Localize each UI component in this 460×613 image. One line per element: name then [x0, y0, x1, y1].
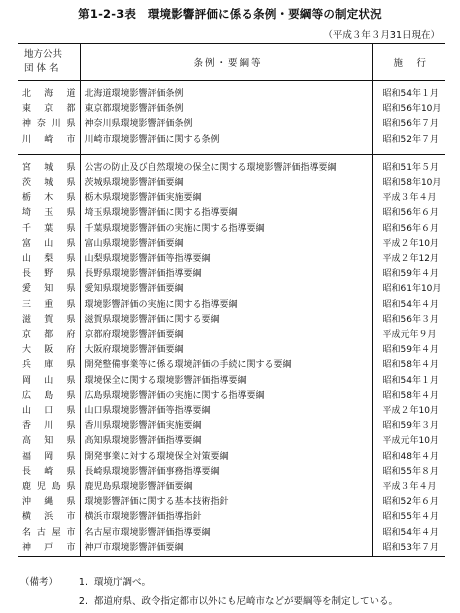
ordinance-cell: 香川県環境影響評価実施要綱 [80, 419, 372, 434]
entity-cell: 千葉県 [22, 223, 76, 234]
ordinance-cell: 愛知県環境影響評価要綱 [80, 282, 372, 297]
entity-cell: 横浜市 [22, 512, 76, 523]
header-entity [18, 44, 80, 81]
ordinance-cell: 環境影響評価の実施に関する指導要綱 [80, 298, 372, 313]
entity-cell: 北海道 [22, 89, 76, 99]
table-row [18, 222, 445, 237]
notes-label: （備考） [20, 577, 59, 588]
entity-cell: 東京都 [22, 104, 76, 115]
table-row [18, 237, 445, 252]
table-row [18, 328, 445, 343]
ordinance-cell: 長野県環境影響評価指導要綱 [80, 267, 372, 282]
ordinance-cell: 長崎県環境影響評価事務指導要綱 [80, 465, 372, 480]
ordinance-cell: 大阪府環境影響評価要綱 [80, 343, 372, 358]
entity-cell: 香川県 [22, 421, 76, 432]
ordinance-cell: 滋賀県環境影響評価に関する要綱 [80, 313, 372, 328]
ordinance-cell: 北海道環境影響評価条例 [80, 87, 372, 102]
ordinance-cell: 神戸市環境影響評価要綱 [80, 541, 372, 557]
entity-cell: 滋賀県 [22, 314, 76, 325]
entity-cell: 長崎県 [22, 466, 76, 477]
table-body [18, 81, 445, 557]
entity-cell: 愛知県 [22, 284, 76, 295]
as-of-date: （平成３年３月31日現在） [323, 30, 440, 41]
entity-cell: 大阪府 [22, 345, 76, 356]
ordinance-cell: 川崎市環境影響評価に関する条例 [80, 133, 372, 148]
enforcement-date-cell: 平成元年９月 [372, 328, 445, 343]
ordinance-cell: 神奈川県環境影響評価条例 [80, 117, 372, 132]
ordinance-cell: 東京都環境影響評価条例 [80, 102, 372, 117]
table-row [18, 206, 445, 221]
enforcement-date-cell: 昭和52年６月 [372, 495, 445, 510]
entity-cell: 山梨県 [22, 254, 76, 265]
table-row [18, 374, 445, 389]
table-row [18, 389, 445, 404]
ordinance-cell: 栃木県環境影響評価実施要綱 [80, 191, 372, 206]
table-row [18, 526, 445, 541]
enforcement-date-cell: 昭和54年１月 [372, 374, 445, 389]
entity-cell: 埼玉県 [22, 208, 76, 219]
table-row [18, 419, 445, 434]
enforcement-date-cell: 平成２年10月 [372, 237, 445, 252]
entity-cell: 宮城県 [22, 162, 76, 173]
table-row [18, 252, 445, 267]
entity-cell: 茨城県 [22, 178, 76, 189]
enforcement-date-cell: 昭和56年７月 [372, 117, 445, 132]
entity-cell: 福岡県 [22, 451, 76, 462]
ordinance-cell: 名古屋市環境影響評価指導要綱 [80, 526, 372, 541]
table-row [18, 480, 445, 495]
enforcement-date-cell: 平成２年12月 [372, 252, 445, 267]
entity-cell: 神奈川県 [22, 119, 76, 130]
enforcement-date-cell: 昭和48年４月 [372, 450, 445, 465]
ordinance-cell: 茨城県環境影響評価要綱 [80, 176, 372, 191]
note-1 [20, 573, 398, 592]
header-enforcement: 施 行 [372, 44, 445, 81]
header-ordinance: 条例・要綱等 [80, 44, 372, 81]
table-row [18, 450, 445, 465]
enforcement-date-cell: 昭和56年10月 [372, 102, 445, 117]
enforcement-date-cell: 昭和54年４月 [372, 298, 445, 313]
table-row [18, 404, 445, 419]
note-2 [20, 592, 398, 611]
entity-cell: 三重県 [22, 299, 76, 310]
entity-cell: 名古屋市 [22, 527, 76, 538]
enforcement-date-cell: 昭和51年５月 [372, 161, 445, 176]
enforcement-date-cell: 平成３年４月 [372, 480, 445, 495]
table-row [18, 161, 445, 176]
entity-cell: 京都府 [22, 330, 76, 341]
enforcement-date-cell: 昭和61年10月 [372, 282, 445, 297]
ordinance-cell: 広島県環境影響評価の実施に関する指導要綱 [80, 389, 372, 404]
entity-cell: 栃木県 [22, 193, 76, 204]
ordinance-cell: 山梨県環境影響評価等指導要綱 [80, 252, 372, 267]
note-text: 都道府県、政令指定都市以外にも尼崎市などが要綱等を制定している。 [94, 596, 399, 607]
entity-cell: 神戸市 [18, 541, 80, 557]
enforcement-date-cell: 昭和54年１月 [372, 87, 445, 102]
entity-cell: 広島県 [22, 390, 76, 401]
table-row [18, 298, 445, 313]
entity-cell: 川崎市 [22, 134, 76, 145]
enforcement-date-cell: 昭和59年４月 [372, 343, 445, 358]
note-text: 環境庁調べ。 [94, 577, 152, 588]
table-row [18, 117, 445, 132]
table-row [18, 87, 445, 102]
enforcement-date-cell: 昭和56年６月 [372, 222, 445, 237]
ordinance-cell: 埼玉県環境影響評価に関する指導要綱 [80, 206, 372, 221]
enforcement-date-cell: 昭和58年４月 [372, 389, 445, 404]
ordinance-table [18, 43, 445, 557]
table-header-row [18, 44, 445, 81]
table-row [18, 343, 445, 358]
table-row [18, 510, 445, 525]
table-row [18, 465, 445, 480]
enforcement-date-cell: 昭和53年７月 [372, 541, 445, 557]
ordinance-cell: 公害の防止及び自然環境の保全に関する環境影響評価指導要綱 [80, 161, 372, 176]
entity-cell: 長野県 [22, 269, 76, 280]
enforcement-date-cell: 平成２年10月 [372, 404, 445, 419]
ordinance-cell: 開発事業に対する環境保全対策要綱 [80, 450, 372, 465]
ordinance-cell: 環境保全に関する環境影響評価指導要綱 [80, 374, 372, 389]
ordinance-cell: 千葉県環境影響評価の実施に関する指導要綱 [80, 222, 372, 237]
table-row [18, 133, 445, 148]
table-row [18, 267, 445, 282]
ordinance-cell: 横浜市環境影響評価指導指針 [80, 510, 372, 525]
header-entity-line1: 地方公共 [24, 49, 63, 60]
enforcement-date-cell: 昭和56年６月 [372, 206, 445, 221]
ordinance-cell: 京都府環境影響評価要綱 [80, 328, 372, 343]
table-row [18, 313, 445, 328]
table-row [18, 541, 445, 557]
enforcement-date-cell: 昭和52年７月 [372, 133, 445, 148]
entity-cell: 沖縄県 [22, 497, 76, 508]
enforcement-date-cell: 昭和54年４月 [372, 526, 445, 541]
ordinance-cell: 鹿児島県環境影響評価要綱 [80, 480, 372, 495]
entity-cell: 兵庫県 [22, 360, 76, 371]
table-row [18, 358, 445, 373]
table-row [18, 282, 445, 297]
entity-cell: 鹿児島県 [22, 482, 76, 493]
entity-cell: 山口県 [22, 406, 76, 417]
entity-cell: 岡山県 [22, 375, 76, 386]
enforcement-date-cell: 昭和55年４月 [372, 510, 445, 525]
table-row [18, 434, 445, 449]
table-row [18, 176, 445, 191]
ordinance-cell: 山口県環境影響評価等指導要綱 [80, 404, 372, 419]
note-number: 1. [78, 577, 88, 588]
enforcement-date-cell: 昭和59年４月 [372, 267, 445, 282]
notes [20, 573, 398, 611]
table-row [18, 102, 445, 117]
ordinance-cell: 開発整備事業等に係る環境評価の手続に関する要綱 [80, 358, 372, 373]
ordinance-cell: 高知県環境影響評価指導要綱 [80, 434, 372, 449]
enforcement-date-cell: 昭和59年３月 [372, 419, 445, 434]
header-entity-line2: 団 体 名 [24, 63, 59, 74]
enforcement-date-cell: 昭和58年４月 [372, 358, 445, 373]
ordinance-cell: 環境影響評価に関する基本技術指針 [80, 495, 372, 510]
note-number: 2. [78, 596, 88, 607]
entity-cell: 富山県 [22, 238, 76, 249]
enforcement-date-cell: 昭和56年３月 [372, 313, 445, 328]
enforcement-date-cell: 昭和58年10月 [372, 176, 445, 191]
enforcement-date-cell: 昭和55年８月 [372, 465, 445, 480]
entity-cell: 高知県 [22, 436, 76, 447]
enforcement-date-cell: 平成３年４月 [372, 191, 445, 206]
page-title: 第1-2-3表 環境影響評価に係る条例・要綱等の制定状況 [78, 7, 382, 21]
table-row [18, 191, 445, 206]
enforcement-date-cell: 平成元年10月 [372, 434, 445, 449]
table-row [18, 495, 445, 510]
ordinance-cell: 富山県環境影響評価要綱 [80, 237, 372, 252]
